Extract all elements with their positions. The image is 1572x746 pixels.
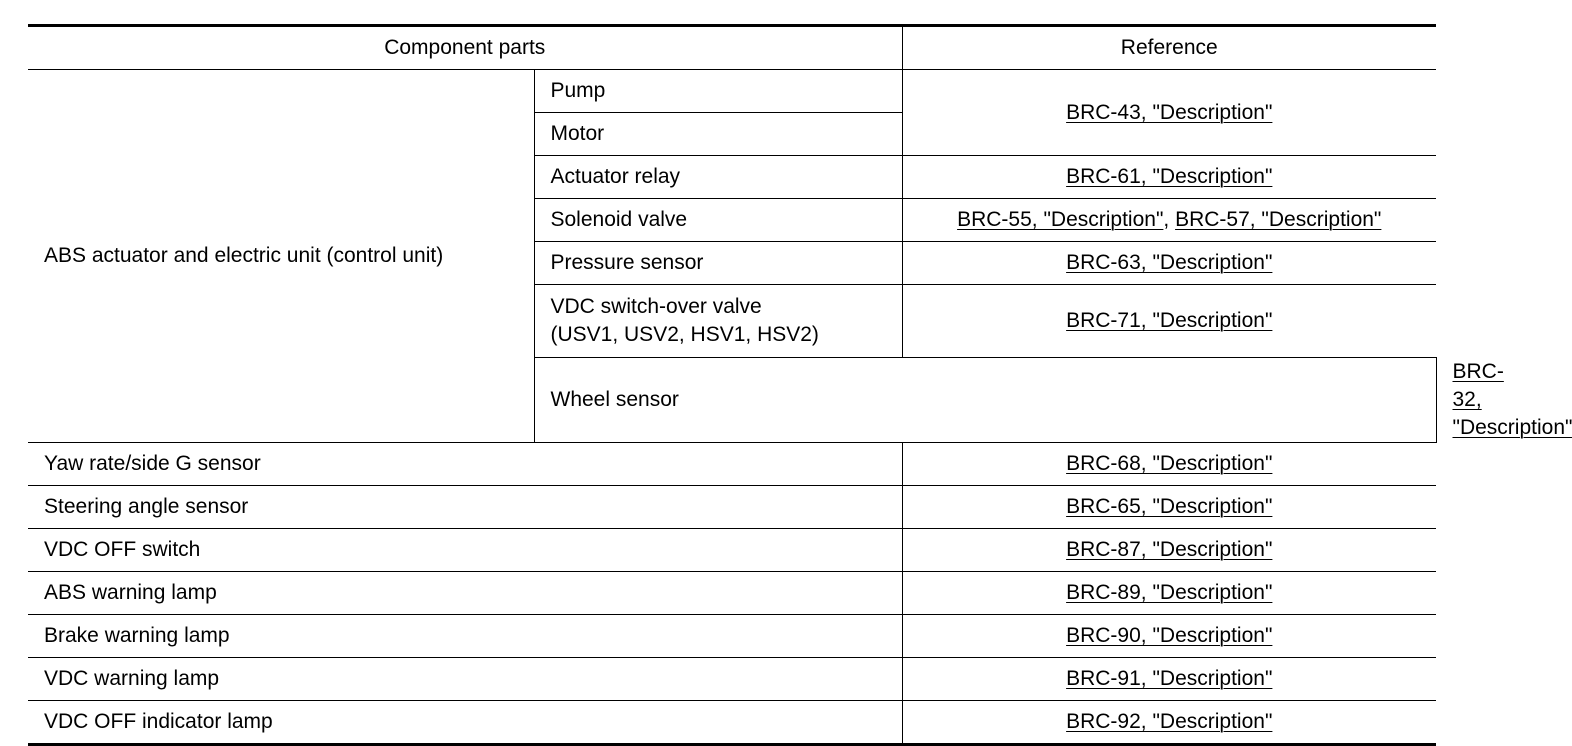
part-label-line: VDC switch-over valve <box>551 293 886 321</box>
header-row <box>28 26 1436 70</box>
ref-link[interactable]: BRC-89, "Description" <box>1066 581 1272 604</box>
table-row <box>28 701 1436 745</box>
table-row <box>28 443 1436 486</box>
component-name: VDC OFF switch <box>28 529 902 572</box>
part-vdc-switch-over-valve <box>534 285 902 358</box>
component-name: Brake warning lamp <box>28 615 902 658</box>
header-reference: Reference <box>902 26 1436 70</box>
ref-link[interactable]: BRC-87, "Description" <box>1066 538 1272 561</box>
ref-cell <box>902 70 1436 156</box>
ref-link-pump-motor[interactable]: BRC-43, "Description" <box>1066 101 1272 124</box>
table-row <box>28 70 1436 113</box>
ref-link[interactable]: BRC-90, "Description" <box>1066 624 1272 647</box>
table-row <box>28 658 1436 701</box>
table-row <box>28 486 1436 529</box>
part-pressure-sensor: Pressure sensor <box>534 242 902 285</box>
table-row <box>28 529 1436 572</box>
ref-cell <box>902 572 1436 615</box>
component-name: VDC warning lamp <box>28 658 902 701</box>
ref-link-solenoid-valve-1[interactable]: BRC-55, "Description" <box>957 208 1163 231</box>
component-name: Yaw rate/side G sensor <box>28 443 902 486</box>
ref-link-solenoid-valve-2[interactable]: BRC-57, "Description" <box>1175 208 1381 231</box>
ref-cell <box>902 701 1436 745</box>
ref-cell <box>902 443 1436 486</box>
ref-cell <box>902 529 1436 572</box>
header-component-parts: Component parts <box>28 26 902 70</box>
ref-cell <box>902 615 1436 658</box>
component-name: VDC OFF indicator lamp <box>28 701 902 745</box>
ref-link[interactable]: BRC-65, "Description" <box>1066 495 1272 518</box>
ref-link[interactable]: BRC-32, "Description" <box>1453 360 1572 439</box>
ref-link[interactable]: BRC-68, "Description" <box>1066 452 1272 475</box>
part-label-line: (USV1, USV2, HSV1, HSV2) <box>551 321 886 349</box>
part-solenoid-valve: Solenoid valve <box>534 199 902 242</box>
part-pump: Pump <box>534 70 902 113</box>
ref-separator: , <box>1163 208 1175 231</box>
table-row <box>28 572 1436 615</box>
ref-cell <box>902 156 1436 199</box>
abs-unit-name: ABS actuator and electric unit (control unit) <box>28 70 534 443</box>
ref-cell <box>902 199 1436 242</box>
ref-link[interactable]: BRC-92, "Description" <box>1066 710 1272 733</box>
part-motor: Motor <box>534 113 902 156</box>
ref-cell <box>902 486 1436 529</box>
component-reference-table <box>28 24 1436 746</box>
ref-link-actuator-relay[interactable]: BRC-61, "Description" <box>1066 165 1272 188</box>
table-row <box>28 615 1436 658</box>
ref-link-pressure-sensor[interactable]: BRC-63, "Description" <box>1066 251 1272 274</box>
component-name: Steering angle sensor <box>28 486 902 529</box>
ref-link[interactable]: BRC-91, "Description" <box>1066 667 1272 690</box>
ref-cell <box>902 285 1436 358</box>
component-name: ABS warning lamp <box>28 572 902 615</box>
part-actuator-relay: Actuator relay <box>534 156 902 199</box>
component-name: Wheel sensor <box>534 358 1436 443</box>
ref-cell <box>902 658 1436 701</box>
ref-cell <box>902 242 1436 285</box>
ref-link-vdc-switch-over-valve[interactable]: BRC-71, "Description" <box>1066 309 1272 332</box>
